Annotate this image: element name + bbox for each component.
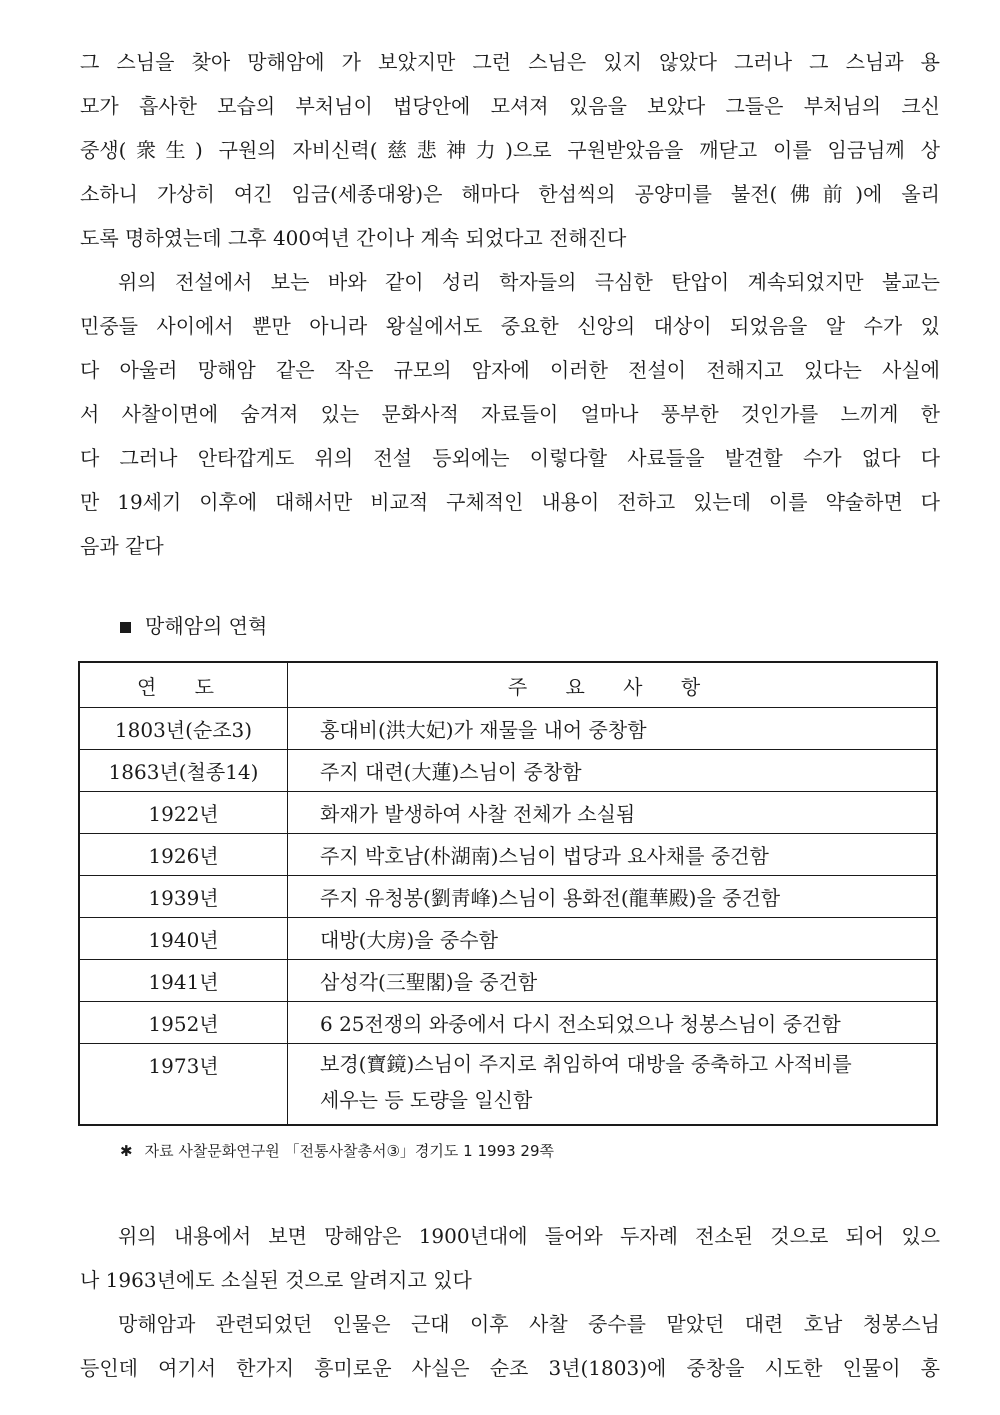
table-row bbox=[79, 1044, 937, 1126]
header-year: 연 도 bbox=[79, 662, 288, 708]
source-note-text: 자료 사찰문화연구원 「전통사찰총서③」경기도 1 1993 29쪽 bbox=[144, 1142, 554, 1160]
table-row bbox=[79, 750, 937, 792]
year-cell: 1939년 bbox=[79, 876, 288, 918]
year-cell: 1803년(순조3) bbox=[79, 708, 288, 750]
event-cell bbox=[288, 1044, 938, 1126]
text-line: 도록 명하였는데 그후 400여년 간이나 계속 되었다고 전해진다 bbox=[80, 226, 627, 250]
text-line: 음과 같다 bbox=[80, 534, 164, 558]
table-heading bbox=[120, 606, 267, 646]
text-line: 나 1963년에도 소실된 것으로 알려지고 있다 bbox=[80, 1268, 472, 1292]
event-cell: 6 25전쟁의 와중에서 다시 전소되었으나 청봉스님이 중건함 bbox=[288, 1002, 938, 1044]
text-line: 다 그러나 안타깝게도 위의 전설 등외에는 이렇다할 사료들을 발견할 수가 없다 다 bbox=[80, 446, 940, 470]
text-line: 만 19세기 이후에 대해서만 비교적 구체적인 내용이 전하고 있는데 이를 약술하면 다 bbox=[80, 490, 940, 514]
text-line: 등인데 여기서 한가지 흥미로운 사실은 순조 3년(1803)에 중창을 시도한 인물이 홍 bbox=[80, 1356, 940, 1380]
year-cell: 1926년 bbox=[79, 834, 288, 876]
text-line: 중생(衆生) 구원의 자비신력(慈悲神力)으로 구원받았음을 깨닫고 이를 임금님께 상 bbox=[80, 138, 940, 162]
text-line: 다 아울러 망해암 같은 작은 규모의 암자에 이러한 전설이 전해지고 있다는 사실에 bbox=[80, 358, 940, 382]
text-line: 그 스님을 찾아 망해암에 가 보았지만 그런 스님은 있지 않았다 그러나 그 스님과 용 bbox=[80, 50, 940, 74]
event-cell: 주지 대련(大蓮)스님이 중창함 bbox=[288, 750, 938, 792]
year-cell: 1863년(철종14) bbox=[79, 750, 288, 792]
table-row bbox=[79, 792, 937, 834]
table-row bbox=[79, 876, 937, 918]
asterisk-icon: ✱ bbox=[120, 1142, 133, 1160]
text-line: 소하니 가상히 여긴 임금(세종대왕)은 해마다 한섬씩의 공양미를 불전(佛前)에 올리 bbox=[80, 182, 940, 206]
history-table bbox=[78, 661, 938, 1126]
text-line: 망해암과 관련되었던 인물은 근대 이후 사찰 중수를 맡았던 대련 호남 청봉스님 bbox=[118, 1312, 940, 1336]
event-line: 보경(寶鏡)스님이 주지로 취임하여 대방을 중축하고 사적비를 bbox=[320, 1052, 852, 1076]
text-line: 위의 내용에서 보면 망해암은 1900년대에 들어와 두자례 전소된 것으로 되어 있으 bbox=[118, 1224, 940, 1248]
event-line: 세우는 등 도량을 일신함 bbox=[320, 1088, 533, 1112]
table-row bbox=[79, 918, 937, 960]
paragraph-legend-ending bbox=[80, 40, 940, 260]
event-cell: 삼성각(三聖閣)을 중건함 bbox=[288, 960, 938, 1002]
source-note bbox=[120, 1140, 554, 1161]
header-events: 주 요 사 항 bbox=[288, 662, 938, 708]
text-line: 서 사찰이면에 숨겨져 있는 문화사적 자료들이 얼마나 풍부한 것인가를 느끼게 한 bbox=[80, 402, 940, 426]
text-line: 민중들 사이에서 뿐만 아니라 왕실에서도 중요한 신앙의 대상이 되었음을 알 수가 있 bbox=[80, 314, 940, 338]
square-bullet-icon bbox=[120, 622, 131, 633]
event-cell: 홍대비(洪大妃)가 재물을 내어 중창함 bbox=[288, 708, 938, 750]
text-line: 모가 흡사한 모습의 부처님이 법당안에 모셔져 있음을 보았다 그들은 부처님의 크신 bbox=[80, 94, 940, 118]
table-row bbox=[79, 1002, 937, 1044]
paragraph-figures bbox=[80, 1214, 940, 1390]
table-row bbox=[79, 960, 937, 1002]
text-line: 위의 전설에서 보는 바와 같이 성리 학자들의 극심한 탄압이 계속되었지만 불교는 bbox=[118, 270, 940, 294]
paragraph-legend-analysis bbox=[80, 260, 940, 568]
year-cell: 1922년 bbox=[79, 792, 288, 834]
table-row bbox=[79, 708, 937, 750]
event-cell: 대방(大房)을 중수함 bbox=[288, 918, 938, 960]
year-cell: 1952년 bbox=[79, 1002, 288, 1044]
table-row bbox=[79, 834, 937, 876]
year-cell: 1941년 bbox=[79, 960, 288, 1002]
year-cell: 1940년 bbox=[79, 918, 288, 960]
table-header-row bbox=[79, 662, 937, 708]
table-heading-text: 망해암의 연혁 bbox=[145, 614, 268, 638]
event-cell: 주지 박호남(朴湖南)스님이 법당과 요사채를 중건함 bbox=[288, 834, 938, 876]
event-cell: 주지 유청봉(劉靑峰)스님이 용화전(龍華殿)을 중건함 bbox=[288, 876, 938, 918]
year-cell: 1973년 bbox=[79, 1044, 288, 1126]
event-cell: 화재가 발생하여 사찰 전체가 소실됨 bbox=[288, 792, 938, 834]
